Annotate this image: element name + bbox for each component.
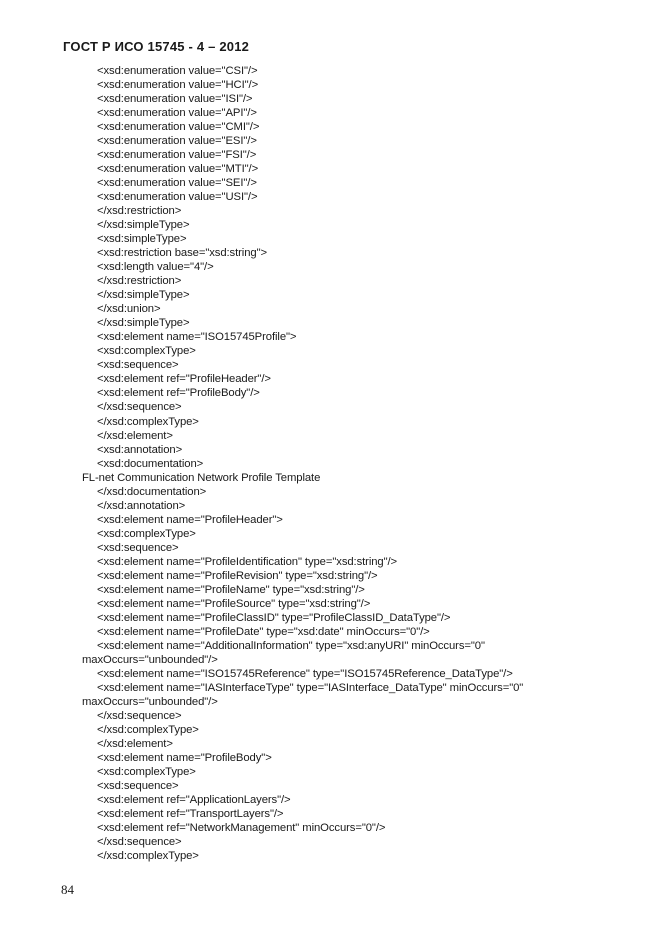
code-line: <xsd:element ref="ProfileBody"/>: [97, 387, 260, 400]
code-line: <xsd:element name="ISO15745Reference" type="ISO15745Reference_DataType"/>: [97, 667, 513, 680]
code-line: <xsd:complexType>: [97, 345, 196, 358]
code-line: <xsd:sequence>: [97, 541, 179, 554]
document-header: ГОСТ Р ИСО 15745 - 4 – 2012: [63, 39, 250, 54]
code-line: </xsd:complexType>: [97, 850, 199, 863]
code-line: </xsd:sequence>: [97, 836, 182, 849]
code-line: FL-net Communication Network Profile Template: [82, 471, 321, 484]
code-line: <xsd:element name="IASInterfaceType" type="IASInterface_DataType" minOccurs="0": [97, 681, 524, 694]
code-line: </xsd:documentation>: [97, 485, 207, 498]
code-line: <xsd:annotation>: [97, 443, 183, 456]
code-line: <xsd:enumeration value="API"/>: [97, 107, 257, 120]
code-line: <xsd:enumeration value="CSI"/>: [97, 65, 258, 77]
code-line: <xsd:documentation>: [97, 457, 204, 470]
code-line: <xsd:length value="4"/>: [97, 261, 214, 274]
code-line: <xsd:element name="ProfileName" type="xsd:string"/>: [97, 583, 365, 596]
code-line: </xsd:simpleType>: [97, 289, 190, 302]
code-line: <xsd:element name="ProfileDate" type="xsd:date" minOccurs="0"/>: [97, 625, 430, 638]
code-line: </xsd:complexType>: [97, 415, 199, 428]
code-line: </xsd:simpleType>: [97, 219, 190, 232]
code-line: </xsd:restriction>: [97, 205, 182, 218]
code-line: <xsd:enumeration value="ISI"/>: [97, 93, 253, 106]
code-line: <xsd:complexType>: [97, 766, 196, 778]
code-line: </xsd:union>: [97, 303, 161, 316]
code-line: maxOccurs="unbounded"/>: [82, 653, 218, 666]
code-line: <xsd:element name="ProfileSource" type="xsd:string"/>: [97, 597, 371, 610]
code-line: <xsd:enumeration value="USI"/>: [97, 191, 258, 204]
code-line: maxOccurs="unbounded"/>: [82, 695, 218, 708]
code-line: </xsd:annotation>: [97, 499, 186, 512]
code-line: <xsd:enumeration value="MTI"/>: [97, 163, 259, 176]
code-line: </xsd:element>: [97, 737, 173, 750]
code-line: </xsd:complexType>: [97, 723, 199, 736]
code-line: <xsd:element name="ProfileBody">: [97, 751, 272, 764]
code-line: <xsd:element name="ProfileHeader">: [97, 513, 283, 526]
code-line: </xsd:restriction>: [97, 275, 182, 288]
code-line: <xsd:restriction base="xsd:string">: [97, 247, 267, 260]
code-line: <xsd:simpleType>: [97, 233, 187, 246]
code-line: </xsd:sequence>: [97, 401, 182, 414]
code-line: <xsd:complexType>: [97, 527, 196, 540]
code-line: <xsd:enumeration value="CMI"/>: [97, 121, 260, 134]
code-line: <xsd:element name="ISO15745Profile">: [97, 331, 297, 344]
code-line: <xsd:element ref="ProfileHeader"/>: [97, 373, 271, 386]
code-line: <xsd:element name="ProfileClassID" type="ProfileClassID_DataType"/>: [97, 611, 451, 624]
code-line: <xsd:element ref="NetworkManagement" minOccurs="0"/>: [97, 822, 386, 835]
code-line: <xsd:enumeration value="ESI"/>: [97, 135, 257, 148]
code-line: </xsd:element>: [97, 429, 173, 442]
code-line: <xsd:element ref="TransportLayers"/>: [97, 808, 284, 821]
code-line: <xsd:element ref="ApplicationLayers"/>: [97, 794, 291, 807]
code-line: <xsd:enumeration value="HCI"/>: [97, 79, 259, 92]
code-line: <xsd:element name="ProfileRevision" type="xsd:string"/>: [97, 569, 378, 582]
code-line: <xsd:element name="ProfileIdentification" type="xsd:string"/>: [97, 555, 398, 568]
code-line: </xsd:simpleType>: [97, 317, 190, 330]
code-line: <xsd:sequence>: [97, 780, 179, 793]
code-line: <xsd:sequence>: [97, 359, 179, 372]
code-line: <xsd:element name="AdditionalInformation" type="xsd:anyURI" minOccurs="0": [97, 639, 485, 652]
code-line: <xsd:enumeration value="FSI"/>: [97, 149, 257, 162]
code-line: </xsd:sequence>: [97, 709, 182, 722]
code-line: <xsd:enumeration value="SEI"/>: [97, 177, 257, 190]
page-number: 84: [61, 882, 74, 897]
